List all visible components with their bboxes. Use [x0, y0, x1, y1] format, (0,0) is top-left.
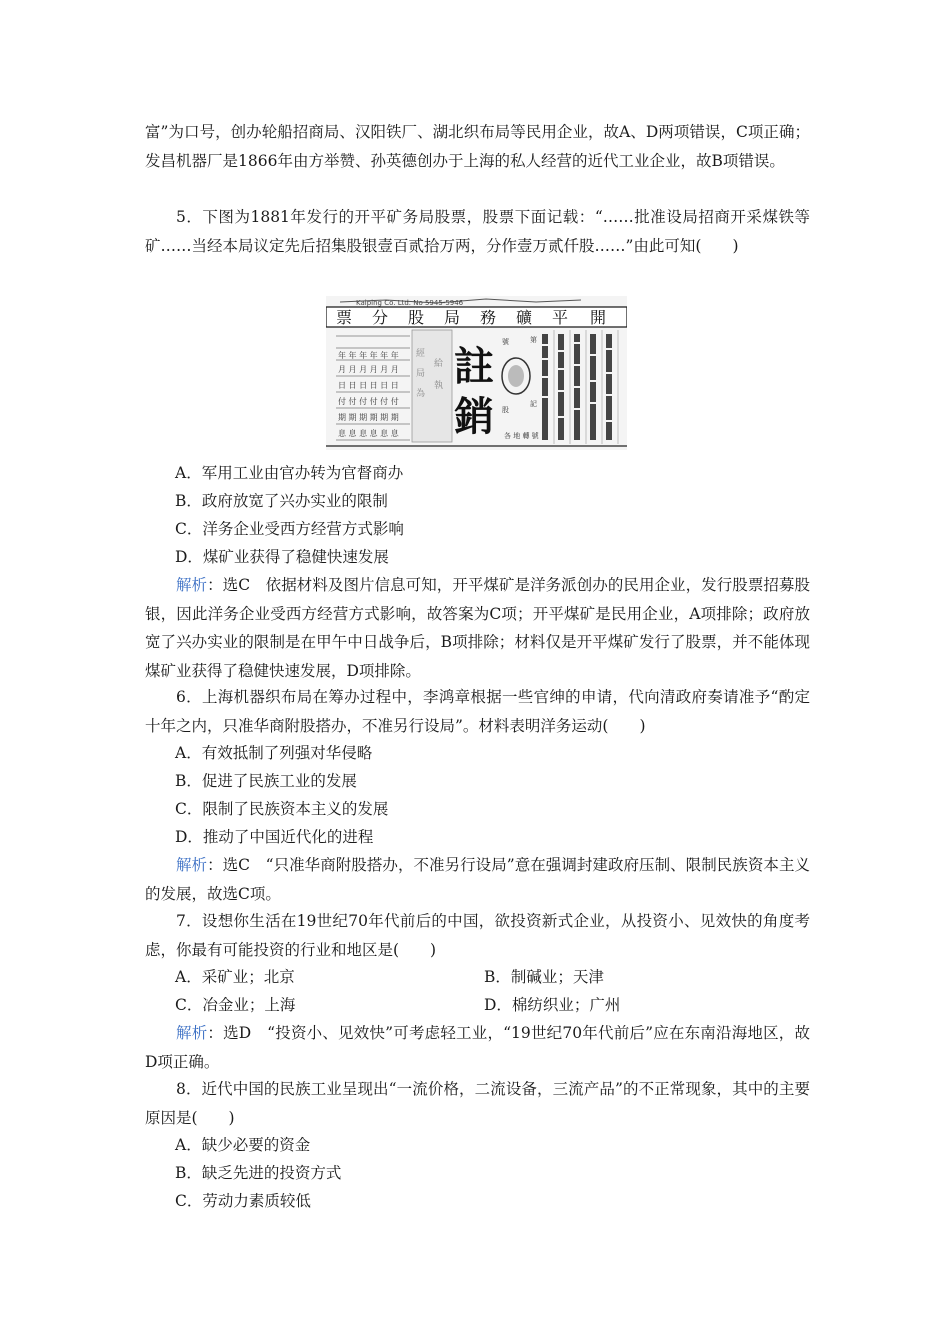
svg-text:平: 平 — [552, 308, 569, 327]
svg-text:礦: 礦 — [516, 308, 533, 327]
svg-text:局: 局 — [416, 369, 426, 379]
svg-text:股: 股 — [408, 308, 425, 327]
q8-option-a: A．缺少必要的资金 — [175, 1136, 311, 1154]
q6-option-d: D．推动了中国近代化的进程 — [175, 828, 374, 846]
svg-text:日 日 日 日 日 日: 日 日 日 日 日 日 — [338, 381, 399, 390]
q5-option-a: A．军用工业由官办转为官督商办 — [175, 464, 404, 482]
explanation-text: ：选C 依据材料及图片信息可知，开平煤矿是洋务派创办的民用企业，发行股票招募股银，因此洋务企业受西方经营方式影响，故答案为C项；开平煤矿是民用企业，A项排除；政府放宽了兴办实业的限制是在甲午中日战争后，B项排除；材料仅是开平煤矿发行了股票，并不能体现煤矿业获得了稳健快速发展，D项排除。 — [145, 576, 810, 680]
svg-text:期 期 期 期 期 期: 期 期 期 期 期 期 — [338, 413, 399, 422]
explanation-text: ：选D “投资小、见效快”可考虑轻工业，“19世纪70年代前后”应在东南沿海地区，故D项正确。 — [145, 1024, 810, 1071]
svg-text:經: 經 — [416, 349, 426, 359]
question-5: 5．下图为1881年发行的开平矿务局股票，股票下面记载：“……批准设局招商开采煤铁等矿……当经本局议定先后招集股银壹百贰拾万两，分作壹万贰仟股……”由此可知( ) — [145, 208, 810, 255]
q5-explanation — [145, 571, 810, 685]
q6-option-a: A．有效抵制了列强对华侵略 — [175, 744, 373, 762]
q6-option-c: C．限制了民族资本主义的发展 — [175, 800, 389, 818]
q5-option-d: D．煤矿业获得了稳健快速发展 — [175, 548, 389, 566]
question-8: 8．近代中国的民族工业呈现出“一流价格，二流设备，三流产品”的不正常现象，其中的主要原因是( ) — [145, 1080, 810, 1127]
q8-option-b: B．缺乏先进的投资方式 — [175, 1164, 342, 1182]
q5-option-c: C．洋务企业受西方经营方式影响 — [175, 520, 404, 538]
svg-text:註: 註 — [454, 343, 494, 390]
explanation-label: 解析 — [176, 576, 208, 594]
svg-text:息 息 息 息 息 息: 息 息 息 息 息 息 — [338, 429, 399, 438]
question-6: 6．上海机器织布局在筹办过程中，李鸿章根据一些官绅的申请，代向清政府奏请准予“酌定十年之内，只准华商附股搭办，不准另行设局”。材料表明洋务运动( ) — [145, 688, 810, 735]
explanation-label: 解析 — [176, 856, 208, 874]
svg-text:務: 務 — [480, 308, 497, 327]
svg-text:銷: 銷 — [454, 393, 494, 440]
q7-option-a: A．采矿业；北京 — [175, 968, 295, 986]
svg-text:執: 執 — [434, 381, 444, 391]
q5-option-b: B．政府放宽了兴办实业的限制 — [175, 492, 388, 510]
svg-text:為: 為 — [416, 389, 426, 399]
svg-text:號: 號 — [502, 338, 509, 346]
q7-option-b: B．制碱业；天津 — [484, 968, 604, 986]
svg-text:開: 開 — [590, 308, 607, 327]
svg-text:分: 分 — [372, 308, 389, 327]
kaiping-stock-certificate-image — [326, 296, 627, 450]
q7-option-d: D．棉纺织业；广州 — [484, 996, 621, 1014]
svg-text:Kaiping Co. Ltd. No 5945-5: Kaiping Co. Ltd. No 5945-5946 — [356, 299, 464, 307]
q6-option-b: B．促进了民族工业的发展 — [175, 772, 357, 790]
q7-option-c: C．冶金业；上海 — [175, 996, 296, 1014]
svg-text:年 年 年 年 年 年: 年 年 年 年 年 年 — [338, 351, 399, 360]
svg-text:付 付 付 付 付 付: 付 付 付 付 付 付 — [338, 397, 399, 406]
svg-text:第: 第 — [530, 336, 537, 344]
explanation-label: 解析 — [176, 1024, 208, 1042]
svg-text:票: 票 — [336, 308, 353, 327]
svg-text:各 地 轉 號: 各 地 轉 號 — [504, 432, 539, 440]
svg-text:股: 股 — [502, 406, 509, 414]
explanation-text: ：选C “只准华商附股搭办，不准另行设局”意在强调封建政府压制、限制民族资本主义的发展，故选C项。 — [145, 856, 810, 903]
svg-text:月 月 月 月 月 月: 月 月 月 月 月 月 — [338, 365, 399, 374]
question-7: 7．设想你生活在19世纪70年代前后的中国，欲投资新式企业，从投资小、见效快的角度考虑，你最有可能投资的行业和地区是( ) — [145, 912, 810, 959]
q7-explanation — [145, 1019, 810, 1076]
q8-option-c: C．劳动力素质较低 — [175, 1192, 311, 1210]
q6-explanation — [145, 851, 810, 908]
svg-text:局: 局 — [444, 308, 461, 327]
svg-text:給: 給 — [434, 359, 444, 369]
svg-text:記: 記 — [530, 400, 537, 408]
continued-answer: 富”为口号，创办轮船招商局、汉阳铁厂、湖北织布局等民用企业，故A、D两项错误，C项正确；发昌机器厂是1866年由方举赞、孙英德创办于上海的私人经营的近代工业企业，故B项错误。 — [145, 123, 810, 170]
